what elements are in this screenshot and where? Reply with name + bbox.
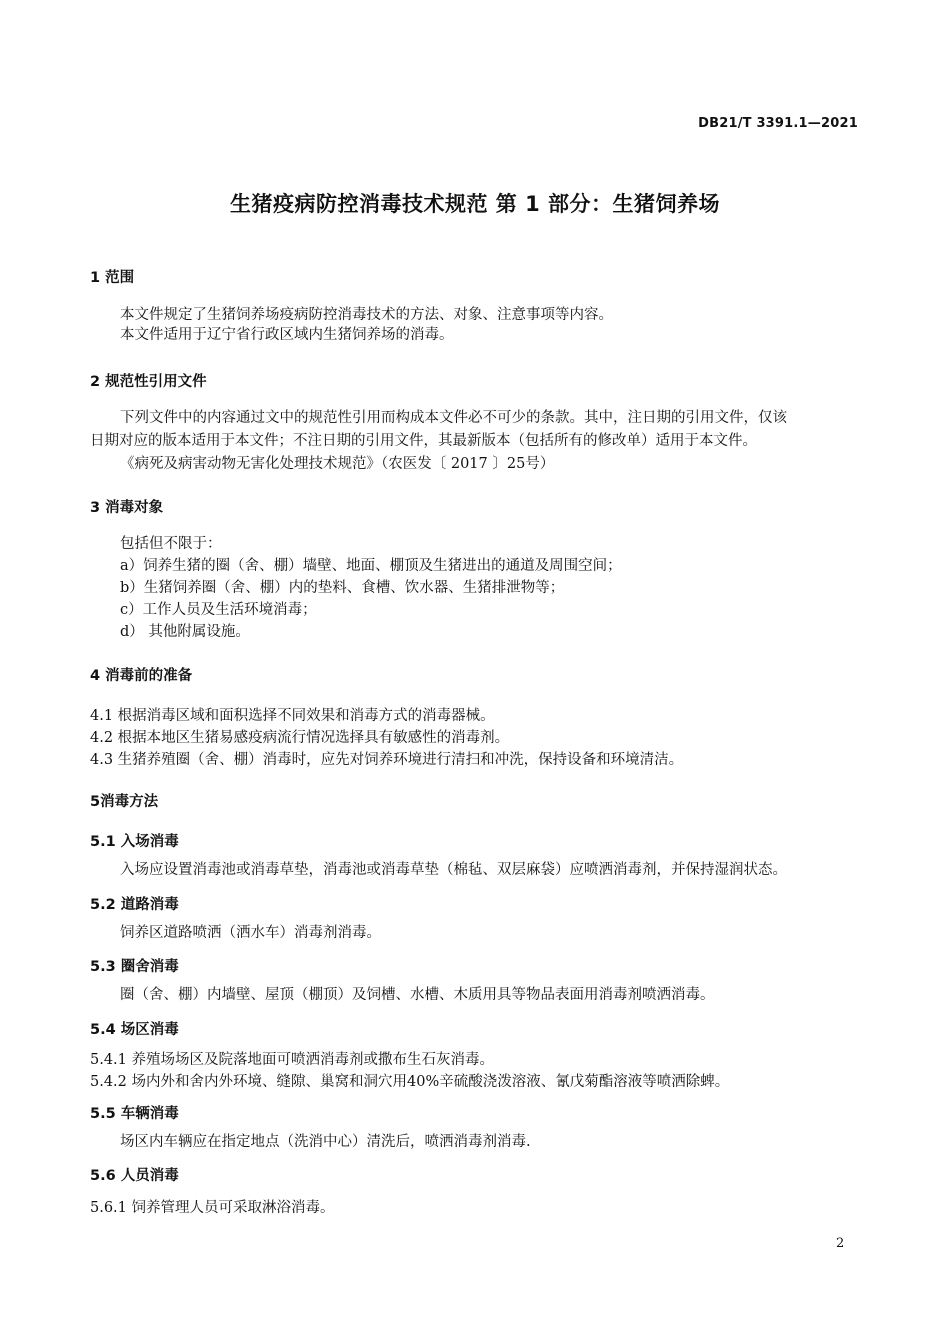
section-2-reference: 《病死及病害动物无害化处理技术规范》（农医发〔 2017 〕25号） <box>120 456 555 472</box>
section-5-3-heading: 5.3 圈舍消毒 <box>90 959 179 975</box>
section-2-paragraph-1-line-1: 下列文件中的内容通过文中的规范性引用而构成本文件必不可少的条款。其中，注日期的引用文件，仅该 <box>120 410 787 426</box>
section-5-5-heading: 5.5 车辆消毒 <box>90 1106 179 1122</box>
section-2-heading: 2 规范性引用文件 <box>90 374 207 390</box>
section-4-3: 4.3 生猪养殖圈（舍、棚）消毒时，应先对饲养环境进行清扫和冲洗，保持设备和环境清洁。 <box>90 752 684 768</box>
section-3-item-c: c）工作人员及生活环境消毒； <box>120 602 317 618</box>
page-number: 2 <box>836 1236 845 1251</box>
section-5-1-heading: 5.1 入场消毒 <box>90 834 179 850</box>
section-5-6-heading: 5.6 人员消毒 <box>90 1168 179 1184</box>
section-5-2-heading: 5.2 道路消毒 <box>90 897 179 913</box>
section-5-heading: 5消毒方法 <box>90 794 159 810</box>
section-5-4-1: 5.4.1 养殖场场区及院落地面可喷洒消毒剂或撒布生石灰消毒。 <box>90 1052 495 1068</box>
standard-code: DB21/T 3391.1—2021 <box>698 116 858 131</box>
section-4-2: 4.2 根据本地区生猪易感疫病流行情况选择具有敏感性的消毒剂。 <box>90 730 510 746</box>
section-4-1: 4.1 根据消毒区域和面积选择不同效果和消毒方式的消毒器械。 <box>90 708 495 724</box>
section-3-intro: 包括但不限于： <box>120 536 222 552</box>
section-5-1-paragraph: 入场应设置消毒池或消毒草垫，消毒池或消毒草垫（棉毡、双层麻袋）应喷洒消毒剂，并保持湿润状态。 <box>120 862 787 878</box>
section-1-heading: 1 范围 <box>90 270 135 286</box>
section-3-item-d: d） 其他附属设施。 <box>120 624 250 640</box>
section-5-5-paragraph: 场区内车辆应在指定地点（洗消中心）清洗后，喷洒消毒剂消毒. <box>120 1134 531 1150</box>
section-5-3-paragraph: 圈（舍、棚）内墙壁、屋顶（棚顶）及饲槽、水槽、木质用具等物品表面用消毒剂喷洒消毒。 <box>120 987 715 1003</box>
section-5-2-paragraph: 饲养区道路喷洒（洒水车）消毒剂消毒。 <box>120 925 381 941</box>
section-1-paragraph-2: 本文件适用于辽宁省行政区域内生猪饲养场的消毒。 <box>120 327 454 343</box>
section-2-paragraph-1-line-2: 日期对应的版本适用于本文件；不注日期的引用文件，其最新版本（包括所有的修改单）适用于本文件。 <box>90 433 757 449</box>
section-3-item-a: a）饲养生猪的圈（舍、棚）墙壁、地面、棚顶及生猪进出的通道及周围空间； <box>120 558 622 574</box>
document-title: 生猪疫病防控消毒技术规范 第 1 部分：生猪饲养场 <box>229 192 721 216</box>
section-3-heading: 3 消毒对象 <box>90 500 164 516</box>
section-3-item-b: b）生猪饲养圈（舍、棚）内的垫料、食槽、饮水器、生猪排泄物等； <box>120 580 565 596</box>
section-1-paragraph-1: 本文件规定了生猪饲养场疫病防控消毒技术的方法、对象、注意事项等内容。 <box>120 307 613 323</box>
section-5-6-1: 5.6.1 饲养管理人员可采取淋浴消毒。 <box>90 1200 335 1216</box>
section-4-heading: 4 消毒前的准备 <box>90 668 193 684</box>
section-5-4-heading: 5.4 场区消毒 <box>90 1022 179 1038</box>
section-5-4-2: 5.4.2 场内外和舍内外环境、缝隙、巢窝和洞穴用40%辛硫酸浇泼溶液、氰戊菊酯溶液等喷洒除蜱。 <box>90 1074 730 1090</box>
